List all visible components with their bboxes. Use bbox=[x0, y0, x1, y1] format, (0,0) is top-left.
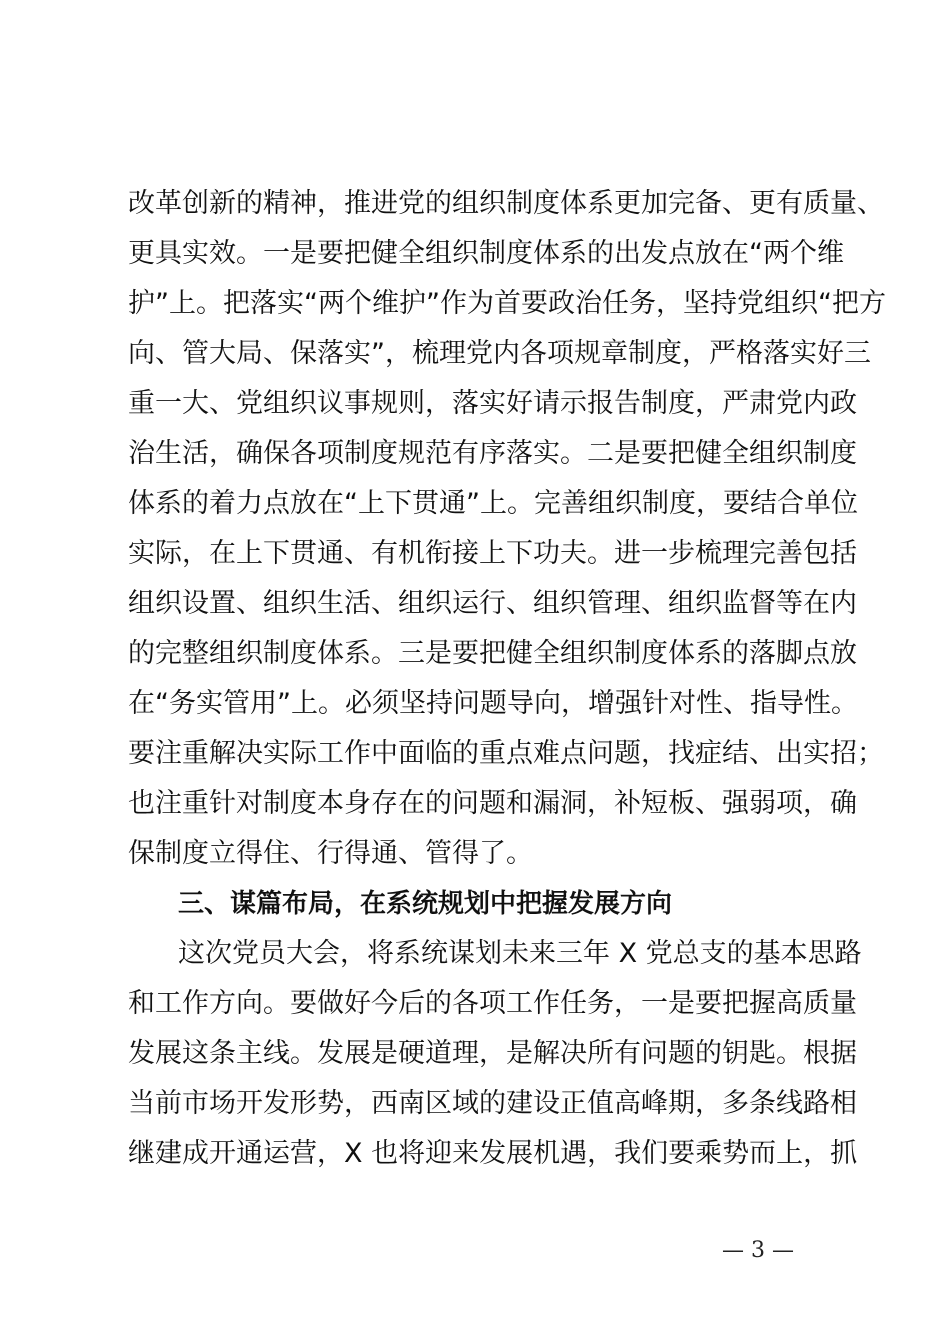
body-text-line: 在“务实管用”上。必须坚持问题导向，增强针对性、指导性。 bbox=[128, 688, 858, 719]
body-text-line: 保制度立得住、行得通、管得了。 bbox=[128, 838, 533, 869]
body-text-line: 这次党员大会，将系统谋划未来三年 X 党总支的基本思路 bbox=[178, 938, 862, 969]
body-text-line: 继建成开通运营，X 也将迎来发展机遇，我们要乘势而上，抓 bbox=[128, 1138, 858, 1169]
body-text-line: 体系的着力点放在“上下贯通”上。完善组织制度，要结合单位 bbox=[128, 488, 858, 519]
body-text-line: 重一大、党组织议事规则，落实好请示报告制度，严肃党内政 bbox=[128, 388, 857, 419]
page-number: — 3 — bbox=[722, 1238, 794, 1263]
body-text-line: 治生活，确保各项制度规范有序落实。二是要把健全组织制度 bbox=[128, 438, 857, 469]
body-text-line: 要注重解决实际工作中面临的重点难点问题，找症结、出实招； bbox=[128, 738, 884, 769]
body-text-line: 实际，在上下贯通、有机衔接上下功夫。进一步梳理完善包括 bbox=[128, 538, 857, 569]
body-text-line: 也注重针对制度本身存在的问题和漏洞，补短板、强弱项，确 bbox=[128, 788, 857, 819]
body-text-line: 向、管大局、保落实”，梳理党内各项规章制度，严格落实好三 bbox=[128, 338, 871, 369]
section-heading: 三、谋篇布局，在系统规划中把握发展方向 bbox=[178, 889, 673, 919]
body-text-line: 的完整组织制度体系。三是要把健全组织制度体系的落脚点放 bbox=[128, 638, 857, 669]
body-text-line: 改革创新的精神，推进党的组织制度体系更加完备、更有质量、 bbox=[128, 188, 884, 219]
body-text-line: 当前市场开发形势，西南区域的建设正值高峰期，多条线路相 bbox=[128, 1088, 857, 1119]
body-text-line: 和工作方向。要做好今后的各项工作任务，一是要把握高质量 bbox=[128, 988, 857, 1019]
body-text-line: 组织设置、组织生活、组织运行、组织管理、组织监督等在内 bbox=[128, 588, 857, 619]
body-text-line: 发展这条主线。发展是硬道理，是解决所有问题的钥匙。根据 bbox=[128, 1038, 857, 1069]
body-text-line: 更具实效。一是要把健全组织制度体系的出发点放在“两个维 bbox=[128, 238, 844, 269]
body-text-line: 护”上。把落实“两个维护”作为首要政治任务，坚持党组织“把方 bbox=[128, 288, 886, 319]
